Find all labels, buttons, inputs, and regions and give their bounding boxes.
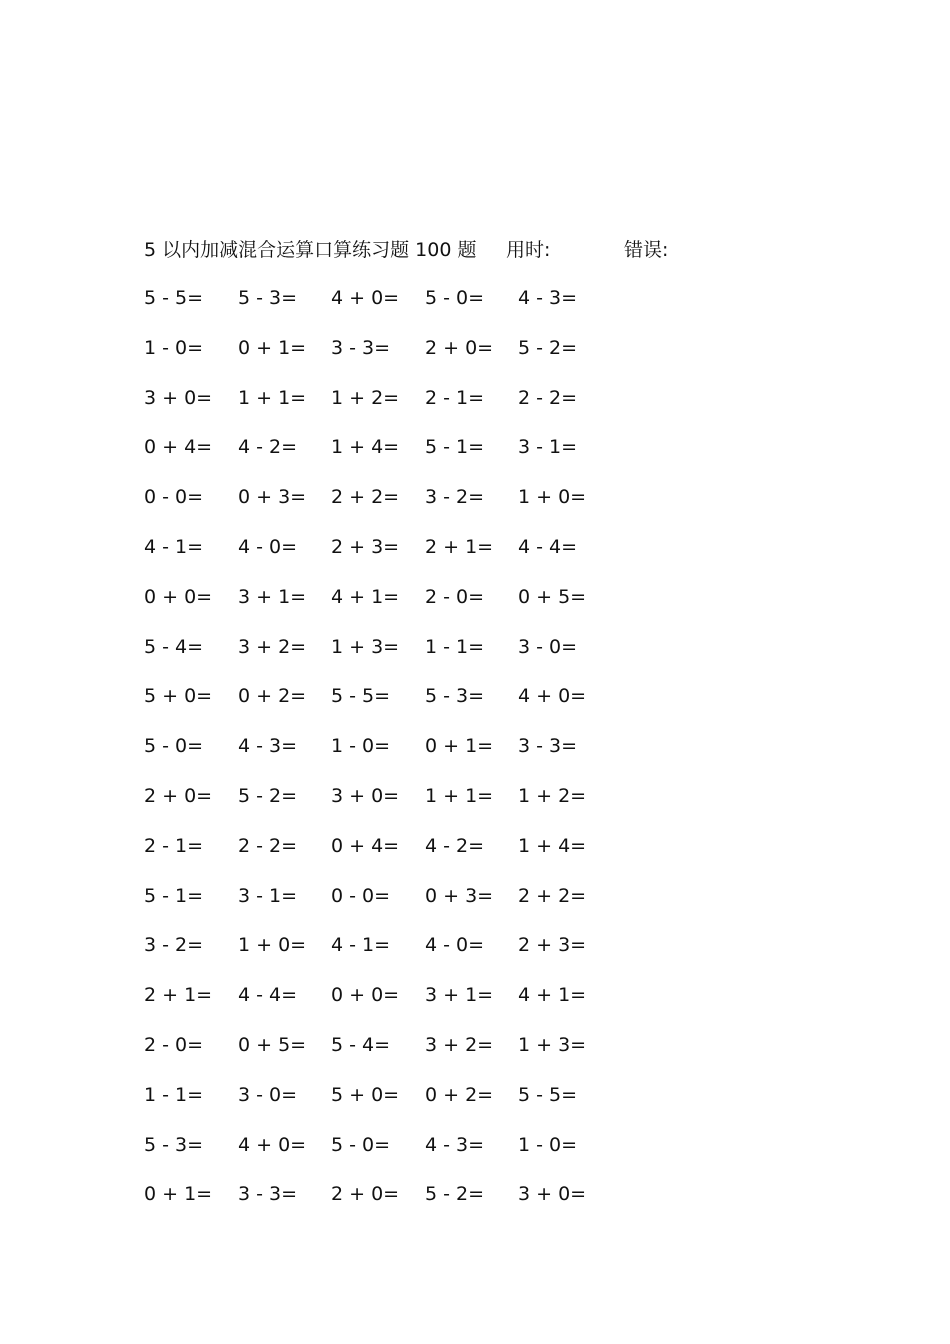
problem-item: 1 - 0= (144, 336, 204, 359)
problem-item: 0 + 4= (331, 834, 400, 857)
problem-item: 2 + 2= (518, 884, 587, 907)
problem-item: 2 + 2= (331, 486, 400, 509)
problem-row (144, 931, 624, 981)
problem-item: 4 - 1= (144, 535, 204, 558)
problem-item: 1 - 0= (331, 735, 391, 758)
problem-row (144, 1180, 624, 1230)
problem-item: 0 + 5= (238, 1033, 307, 1056)
problem-row (144, 284, 624, 334)
errors-label: 错误: (624, 239, 669, 261)
problem-item: 5 - 5= (518, 1083, 578, 1106)
problem-item: 2 + 0= (331, 1183, 400, 1206)
problem-item: 2 + 3= (331, 535, 400, 558)
problem-item: 3 + 1= (425, 984, 494, 1007)
problem-row (144, 384, 624, 434)
problem-item: 5 - 4= (144, 635, 204, 658)
problem-item: 2 - 2= (518, 386, 578, 409)
problem-item: 0 + 5= (518, 585, 587, 608)
problem-row (144, 583, 624, 633)
problem-item: 4 - 3= (425, 1133, 485, 1156)
problem-item: 2 - 0= (144, 1033, 204, 1056)
problem-item: 2 - 1= (144, 834, 204, 857)
problem-item: 0 + 1= (144, 1183, 213, 1206)
problem-item: 4 - 3= (238, 735, 298, 758)
problem-item: 3 - 0= (518, 635, 578, 658)
problem-item: 3 + 0= (144, 386, 213, 409)
problem-item: 5 - 1= (425, 436, 485, 459)
problem-item: 4 + 0= (331, 287, 400, 309)
problem-item: 5 - 0= (144, 735, 204, 758)
problem-item: 1 + 4= (518, 834, 587, 857)
problem-item: 1 + 3= (518, 1033, 587, 1056)
problem-item: 1 - 0= (518, 1133, 578, 1156)
problem-row (144, 732, 624, 782)
problem-item: 4 - 1= (331, 934, 391, 957)
problem-item: 2 - 0= (425, 585, 485, 608)
problem-row (144, 1081, 624, 1131)
problem-item: 4 + 0= (238, 1133, 307, 1156)
problem-row (144, 832, 624, 882)
problem-item: 4 - 3= (518, 287, 578, 309)
problem-item: 0 + 3= (425, 884, 494, 907)
problem-item: 3 + 2= (238, 635, 307, 658)
problem-item: 0 - 0= (331, 884, 391, 907)
problem-row (144, 782, 624, 832)
problem-item: 0 + 0= (331, 984, 400, 1007)
problem-row (144, 1131, 624, 1181)
problem-item: 2 + 1= (425, 535, 494, 558)
problem-row (144, 533, 624, 583)
problem-item: 3 - 3= (331, 336, 391, 359)
problem-row (144, 981, 624, 1031)
problem-item: 2 + 0= (144, 784, 213, 807)
problem-item: 1 + 0= (238, 934, 307, 957)
problem-grid (144, 284, 624, 1230)
problem-item: 5 - 0= (425, 287, 485, 309)
problem-item: 5 - 2= (518, 336, 578, 359)
problem-item: 5 - 2= (425, 1183, 485, 1206)
problem-item: 4 - 4= (238, 984, 298, 1007)
problem-item: 4 - 2= (238, 436, 298, 459)
problem-item: 5 - 3= (144, 1133, 204, 1156)
problem-row (144, 334, 624, 384)
problem-item: 0 - 0= (144, 486, 204, 509)
problem-item: 5 - 5= (331, 685, 391, 708)
problem-item: 4 + 1= (331, 585, 400, 608)
problem-item: 1 + 4= (331, 436, 400, 459)
problem-item: 2 + 0= (425, 336, 494, 359)
problem-item: 3 - 1= (518, 436, 578, 459)
problem-item: 3 - 2= (425, 486, 485, 509)
problem-item: 1 + 0= (518, 486, 587, 509)
problem-item: 0 + 2= (425, 1083, 494, 1106)
problem-item: 3 + 2= (425, 1033, 494, 1056)
problem-item: 0 + 3= (238, 486, 307, 509)
problem-item: 1 - 1= (144, 1083, 204, 1106)
problem-item: 3 - 1= (238, 884, 298, 907)
problem-item: 4 - 0= (425, 934, 485, 957)
worksheet-header (144, 236, 844, 264)
worksheet-title: 5 以内加减混合运算口算练习题 100 题 (144, 239, 477, 261)
problem-item: 1 + 3= (331, 635, 400, 658)
problem-row (144, 882, 624, 932)
problem-item: 5 - 3= (425, 685, 485, 708)
problem-item: 1 + 1= (425, 784, 494, 807)
problem-item: 5 + 0= (331, 1083, 400, 1106)
problem-item: 5 + 0= (144, 685, 213, 708)
problem-item: 3 - 3= (518, 735, 578, 758)
problem-row (144, 483, 624, 533)
problem-item: 5 - 1= (144, 884, 204, 907)
problem-item: 5 - 4= (331, 1033, 391, 1056)
problem-item: 1 + 1= (238, 386, 307, 409)
problem-item: 1 - 1= (425, 635, 485, 658)
problem-item: 2 + 1= (144, 984, 213, 1007)
problem-item: 0 + 2= (238, 685, 307, 708)
problem-item: 1 + 2= (331, 386, 400, 409)
problem-item: 3 + 0= (331, 784, 400, 807)
problem-item: 2 - 2= (238, 834, 298, 857)
problem-item: 2 - 1= (425, 386, 485, 409)
problem-item: 5 - 0= (331, 1133, 391, 1156)
problem-item: 3 - 3= (238, 1183, 298, 1206)
problem-item: 1 + 2= (518, 784, 587, 807)
problem-item: 3 - 2= (144, 934, 204, 957)
problem-item: 4 + 0= (518, 685, 587, 708)
time-used-label: 用时: (506, 239, 551, 261)
problem-row (144, 633, 624, 683)
problem-item: 3 - 0= (238, 1083, 298, 1106)
problem-item: 3 + 1= (238, 585, 307, 608)
problem-item: 2 + 3= (518, 934, 587, 957)
problem-item: 5 - 2= (238, 784, 298, 807)
problem-item: 3 + 0= (518, 1183, 587, 1206)
problem-item: 0 + 0= (144, 585, 213, 608)
problem-row (144, 433, 624, 483)
problem-item: 0 + 1= (425, 735, 494, 758)
problem-item: 0 + 1= (238, 336, 307, 359)
problem-row (144, 682, 624, 732)
problem-row (144, 1031, 624, 1081)
problem-item: 5 - 3= (238, 287, 298, 309)
problem-item: 4 - 4= (518, 535, 578, 558)
problem-item: 5 - 5= (144, 287, 204, 309)
problem-item: 0 + 4= (144, 436, 213, 459)
problem-item: 4 - 0= (238, 535, 298, 558)
problem-item: 4 + 1= (518, 984, 587, 1007)
problem-item: 4 - 2= (425, 834, 485, 857)
